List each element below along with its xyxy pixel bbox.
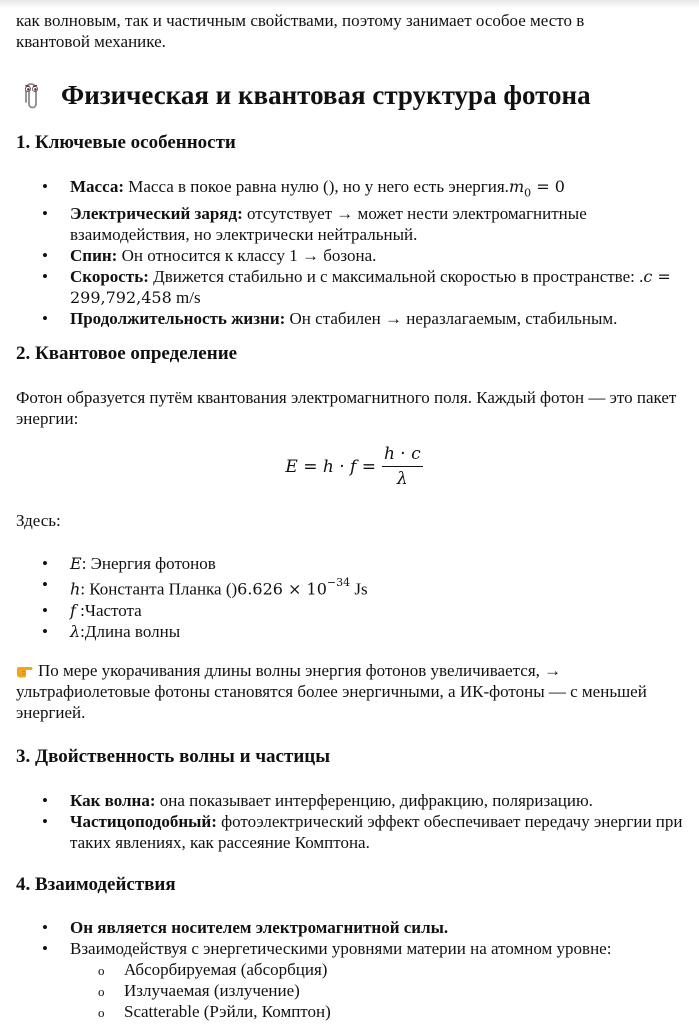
list-item — [16, 600, 692, 621]
item-label: Продолжительность жизни: — [70, 309, 286, 329]
item-label: Скорость: — [70, 267, 149, 287]
section-2-paragraph: Фотон образуется путём квантования электромагнитного поля. Каждый фотон — это пакет энергии: — [16, 388, 677, 428]
section-3-heading: 3. Двойственность волны и частицы — [16, 746, 331, 767]
where-label: Здесь: — [16, 511, 61, 530]
section-4-heading: 4. Взаимодействия — [16, 874, 176, 895]
formula-denominator: λ — [396, 469, 408, 489]
formula-fraction — [382, 444, 423, 489]
sub-list-item: o Абсорбируемая (абсорбция) — [16, 959, 692, 980]
section-4-list — [16, 917, 692, 1022]
item-text: Движется стабильно и с максимальной скоростью в пространстве: . — [148, 267, 644, 287]
paperclip-icon — [20, 80, 44, 110]
list-item — [16, 203, 692, 245]
item-text: фотоэлектрический эффект обеспечивает передачу энергии при таких явлениях, как рассеяние Комптона. — [70, 812, 683, 852]
sub-list-item: o Излучаемая (излучение) — [16, 980, 692, 1001]
list-item — [16, 938, 692, 959]
intro-paragraph — [16, 10, 584, 52]
list-item — [16, 308, 692, 329]
list-item — [16, 553, 692, 574]
item-label: Спин: — [70, 246, 118, 266]
list-item — [16, 917, 692, 938]
energy-formula — [16, 444, 692, 489]
item-text: : Энергия фотонов — [81, 554, 216, 573]
section-3-list — [16, 790, 692, 853]
section-1-list — [16, 176, 692, 329]
planck-exponent: −34 — [326, 576, 351, 589]
item-text: Масса в покое равна нулю (), но у него есть энергия. — [124, 177, 509, 196]
item-text: она показывает интерференцию, дифракцию, поляризацию. — [155, 791, 593, 810]
item-label: Он является носителем электромагнитной силы. — [70, 918, 449, 937]
note-text: По мере укорачивания длины волны энергия фотонов увеличивается, → ультрафиолетовые фотоны становятся более энергичными, а ИК-фотоны — с меньшей энергией. — [16, 661, 647, 722]
math-symbol: m — [508, 177, 525, 196]
math-symbol: h — [70, 579, 81, 599]
item-label: Электрический заряд: — [70, 204, 243, 224]
planck-value: 6.626 × 10 — [237, 579, 327, 599]
item-label: Масса: — [70, 177, 125, 196]
pointing-hand-icon — [16, 664, 34, 678]
list-item — [16, 574, 692, 600]
item-label: Частицоподобный: — [70, 812, 217, 831]
section-2-list — [16, 553, 692, 642]
item-text: Взаимодействуя с энергетическими уровнями материи на атомном уровне: — [70, 939, 612, 958]
list-item — [16, 176, 692, 203]
list-item — [16, 266, 692, 308]
intro-line-2: квантовой механике. — [16, 32, 166, 51]
list-item — [16, 245, 692, 266]
math-symbol: f — [70, 600, 76, 620]
title-text: Физическая и квантовая структура фотона — [61, 80, 591, 110]
item-label: Как волна: — [70, 791, 156, 810]
section-2-heading: 2. Квантовое определение — [16, 343, 238, 364]
unit: m/s — [171, 288, 201, 308]
top-shadow — [0, 0, 699, 8]
formula-lhs: E = h · f = — [285, 456, 376, 477]
item-text: отсутствует → может нести электромагнитные взаимодействия, но электрически нейтральный. — [70, 204, 587, 245]
item-text: :Частота — [75, 600, 142, 620]
document-title — [16, 78, 591, 112]
math-subscript: 0 — [524, 186, 532, 200]
formula-numerator: h · c — [382, 444, 423, 467]
item-text: Он относится к классу 1 → бозона. — [117, 246, 377, 266]
unit: Js — [350, 579, 368, 599]
sub-list-item: o Scatterable (Рэйли, Комптон) — [16, 1001, 692, 1022]
list-item — [16, 621, 692, 642]
item-text: : Константа Планка () — [80, 579, 238, 599]
math-symbol: c — [643, 267, 653, 287]
math-tail: = 0 — [531, 177, 565, 196]
section-1-heading: 1. Ключевые особенности — [16, 132, 236, 153]
math-symbol: E — [70, 554, 82, 573]
math-tail: = 299,792,458 — [70, 267, 671, 308]
item-text: :Длина волны — [80, 621, 181, 641]
list-item — [16, 811, 692, 853]
math-symbol: λ — [70, 621, 81, 641]
note-paragraph — [16, 660, 692, 723]
intro-line-1: как волновым, так и частичным свойствами, поэтому занимает особое место в — [16, 11, 585, 30]
list-item — [16, 790, 692, 811]
item-text: Он стабилен → неразлагаемым, стабильным. — [285, 309, 618, 329]
